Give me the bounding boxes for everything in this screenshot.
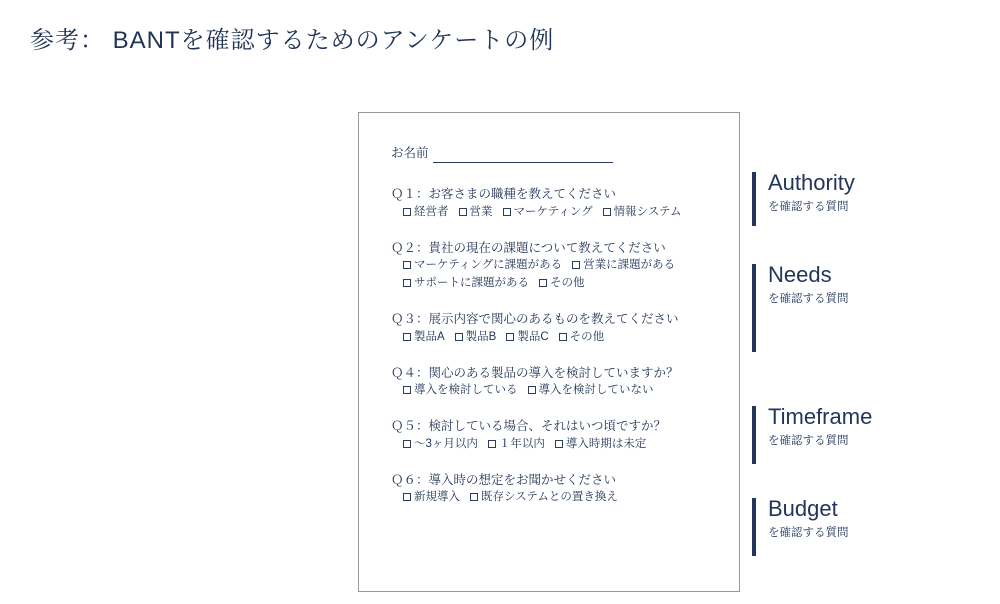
callout-subtitle: を確認する質問 xyxy=(768,201,849,214)
checkbox-label: 新規導入 xyxy=(414,491,460,504)
callout-budget xyxy=(752,496,849,558)
checkbox-icon[interactable] xyxy=(403,333,411,341)
option-line xyxy=(391,257,725,275)
checkbox-icon[interactable] xyxy=(539,279,547,287)
callout-title: Needs xyxy=(768,262,832,287)
name-field-line[interactable] xyxy=(433,146,613,163)
checkbox-label: １年以内 xyxy=(498,437,545,450)
checkbox-label: 経営者 xyxy=(414,205,449,218)
checkbox-icon[interactable] xyxy=(470,493,478,501)
checkbox-option[interactable] xyxy=(403,329,445,347)
checkbox-icon[interactable] xyxy=(459,208,467,216)
checkbox-icon[interactable] xyxy=(603,208,611,216)
question-text: Ｑ５：検討している場合、それはいつ頃ですか？ xyxy=(391,419,667,434)
callout-needs xyxy=(752,262,849,354)
checkbox-label: マーケティングに課題がある xyxy=(414,259,563,272)
checkbox-icon[interactable] xyxy=(572,261,580,269)
question-block xyxy=(391,185,725,222)
checkbox-option[interactable] xyxy=(503,204,593,222)
checkbox-icon[interactable] xyxy=(403,440,411,448)
checkbox-label: 営業に課題がある xyxy=(583,259,676,272)
checkbox-label: 導入を検討していない xyxy=(538,384,654,397)
checkbox-label: 製品C xyxy=(517,330,549,343)
checkbox-option[interactable] xyxy=(488,436,545,454)
checkbox-label: 営業 xyxy=(469,205,493,218)
checkbox-option[interactable] xyxy=(555,436,647,454)
question-text: Ｑ１：お客さまの職種を教えてください xyxy=(391,187,617,201)
question-block xyxy=(391,310,725,347)
question-block xyxy=(391,417,725,454)
question-text: Ｑ６：導入時の想定をお聞かせください xyxy=(391,472,617,487)
callout-title: Budget xyxy=(768,496,838,521)
option-line xyxy=(391,329,725,347)
question-block xyxy=(391,364,725,401)
checkbox-label: その他 xyxy=(550,277,585,290)
checkbox-option[interactable] xyxy=(506,329,548,347)
name-field-label: お名前 xyxy=(391,146,429,160)
page-title: 参考： BANTを確認するためのアンケートの例 xyxy=(30,27,555,54)
checkbox-label: 導入時期は未定 xyxy=(565,437,647,450)
checkbox-icon[interactable] xyxy=(455,333,463,341)
callout-subtitle: を確認する質問 xyxy=(768,435,849,448)
callout-timeframe xyxy=(752,404,872,466)
checkbox-option[interactable] xyxy=(403,257,562,275)
option-line xyxy=(391,204,725,222)
checkbox-label: 製品B xyxy=(465,330,497,343)
question-text: Ｑ２：貴社の現在の課題について教えてください xyxy=(391,240,666,255)
checkbox-icon[interactable] xyxy=(403,261,411,269)
checkbox-icon[interactable] xyxy=(506,333,514,341)
checkbox-option[interactable] xyxy=(459,204,493,222)
callout-title: Authority xyxy=(768,170,855,195)
checkbox-option[interactable] xyxy=(403,204,449,222)
checkbox-option[interactable] xyxy=(403,275,529,293)
callout-authority xyxy=(752,170,855,228)
question-text: Ｑ４：関心のある製品の導入を検討していますか？ xyxy=(391,365,679,380)
checkbox-option[interactable] xyxy=(603,204,682,222)
name-field[interactable] xyxy=(391,143,613,163)
checkbox-label: 情報システム xyxy=(613,205,682,218)
checkbox-icon[interactable] xyxy=(403,493,411,501)
checkbox-label: サポートに課題がある xyxy=(414,277,529,290)
questionnaire-sheet xyxy=(358,112,740,592)
checkbox-icon[interactable] xyxy=(403,386,411,394)
checkbox-label: その他 xyxy=(569,330,605,343)
question-text: Ｑ３：展示内容で関心のあるものを教えてください xyxy=(391,311,679,326)
checkbox-option[interactable] xyxy=(539,275,585,293)
callout-subtitle: を確認する質問 xyxy=(768,527,849,540)
checkbox-option[interactable] xyxy=(455,329,497,347)
checkbox-icon[interactable] xyxy=(488,440,496,448)
checkbox-icon[interactable] xyxy=(503,208,511,216)
checkbox-label: 製品A xyxy=(414,330,445,343)
question-block xyxy=(391,471,725,508)
checkbox-label: 導入を検討している xyxy=(414,384,518,397)
checkbox-icon[interactable] xyxy=(403,279,411,287)
checkbox-label: 既存システムとの置き換え xyxy=(481,491,618,504)
checkbox-icon[interactable] xyxy=(559,333,567,341)
callout-subtitle: を確認する質問 xyxy=(768,293,849,306)
checkbox-option[interactable] xyxy=(403,382,518,400)
checkbox-label: マーケティング xyxy=(513,205,593,218)
checkbox-option[interactable] xyxy=(470,489,618,507)
checkbox-icon[interactable] xyxy=(528,386,536,394)
question-block xyxy=(391,239,725,293)
callout-title: Timeframe xyxy=(768,404,873,429)
checkbox-option[interactable] xyxy=(528,382,654,400)
option-line xyxy=(391,275,725,293)
checkbox-icon[interactable] xyxy=(555,440,563,448)
checkbox-option[interactable] xyxy=(403,436,478,454)
option-line xyxy=(391,436,725,454)
checkbox-label: 〜3ヶ月以内 xyxy=(414,437,478,450)
checkbox-option[interactable] xyxy=(403,489,460,507)
bant-callouts xyxy=(752,112,982,592)
checkbox-option[interactable] xyxy=(559,329,605,347)
question-list xyxy=(391,185,725,524)
checkbox-option[interactable] xyxy=(572,257,675,275)
option-line xyxy=(391,382,725,400)
checkbox-icon[interactable] xyxy=(403,208,411,216)
option-line xyxy=(391,489,725,507)
